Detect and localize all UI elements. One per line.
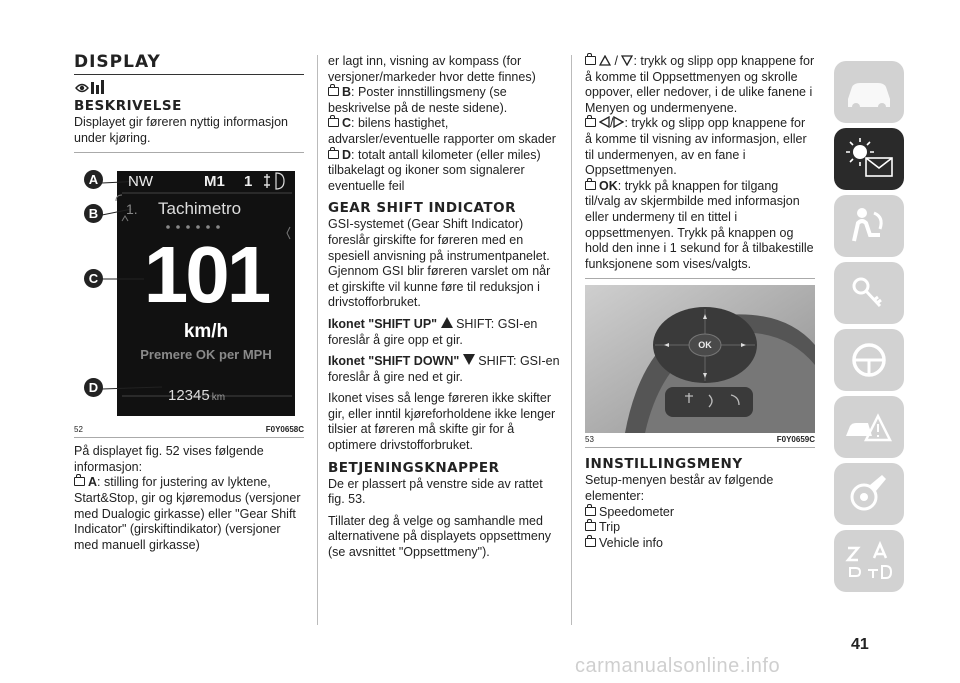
intro-text: Displayet gir føreren nyttig informasjon under kjøring. xyxy=(74,115,288,145)
odometer-value xyxy=(168,387,225,404)
display-section-icon xyxy=(74,79,110,97)
figure-caption xyxy=(74,425,304,434)
shift-up-description xyxy=(328,317,560,348)
item-key: D xyxy=(342,147,352,162)
bullet-icon xyxy=(585,181,596,190)
menu-item-label: Speedometer xyxy=(599,504,675,519)
up-down-buttons xyxy=(585,54,815,116)
bullet-icon xyxy=(585,522,596,531)
item-text: : totalt antall kilometer (eller miles) tilbakelagt og ikoner som signalerer eventuelle feil xyxy=(328,147,541,193)
item-text: : stilling for justering av lyktene, Start&Stop, gir og kjøremodus (versjoner med Dualogic girkasse) eller "Gear Shift Indicator" (girskiftindikator) (versjoner med manuell girkasse) xyxy=(74,475,301,552)
section-heading-buttons: BETJENINGSKNAPPER xyxy=(328,459,500,476)
column-3 xyxy=(585,54,815,551)
bullet-icon xyxy=(328,87,339,96)
odometer-number: 12345 xyxy=(168,387,210,405)
maintenance-icon xyxy=(834,463,904,525)
buttons-location: De er plassert på venstre side av rattet fig. 53. xyxy=(328,476,543,507)
menu-item-label: Trip xyxy=(599,520,621,535)
up-down-text: : trykk og slipp opp knappene for å komme til Oppsettmenyen og skrolle oppover, eller nedover, i de ulike fanene i Menyen og undermenyene. xyxy=(585,54,815,115)
key-icon xyxy=(834,262,904,324)
bullet-icon xyxy=(585,507,596,516)
divider xyxy=(585,447,815,448)
seatbelt-airbag-icon xyxy=(834,195,904,257)
callout-c: C xyxy=(84,269,103,288)
gsi-description: GSI-systemet (Gear Shift Indicator) foreslår girskifte for føreren med en spesiell anvisning på instrumentpanelet. Gjennom GSI blir føreren varslet om når et girskifte vil kunne føre til reduksjon i drivstofforbruket. xyxy=(328,217,551,310)
callout-a: A xyxy=(84,170,103,189)
left-right-buttons xyxy=(585,116,815,178)
chapter-tab-vehicle[interactable] xyxy=(834,61,904,123)
item-text: : bilens hastighet, advarsler/eventuelle rapporter om skader xyxy=(328,116,556,146)
separator: / xyxy=(610,116,614,131)
item-d xyxy=(328,148,560,195)
bullet-icon xyxy=(328,150,339,159)
item-key: C xyxy=(342,116,352,131)
section-heading-gsi: GEAR SHIFT INDICATOR xyxy=(328,200,516,217)
steering-wheel-icon xyxy=(834,329,904,391)
bullet-icon xyxy=(74,477,85,486)
bullet-icon xyxy=(585,538,596,547)
menu-index: 1. xyxy=(126,201,138,218)
gsi-note: Ikonet vises så lenge føreren ikke skifter gir, eller inntil kjøreforholdene ikke lenger tilsier at føreren må skifte gir for å optimere drivstofforbruket. xyxy=(328,391,556,453)
left-arrow-icon xyxy=(599,116,610,128)
figure-intro: På displayet fig. 52 vises følgende informasjon: xyxy=(74,444,264,474)
page-number: 41 xyxy=(851,636,869,653)
display-message: Premere OK per MPH xyxy=(140,347,272,363)
shift-down-description xyxy=(328,354,560,385)
speed-value: 101 xyxy=(143,230,269,320)
figure-number: 52 xyxy=(74,425,83,435)
figure-code: F0Y0658C xyxy=(265,425,304,435)
technical-data-icon xyxy=(834,530,904,592)
section-heading-settings-menu: INNSTILLINGSMENY xyxy=(585,456,743,473)
shift-down-label: Ikonet "SHIFT DOWN" xyxy=(328,354,460,369)
gear-indicator: 1 xyxy=(244,173,253,191)
column-1 xyxy=(74,52,304,553)
ok-button-description xyxy=(585,179,815,273)
chapter-tab-safety[interactable] xyxy=(834,195,904,257)
divider xyxy=(74,437,304,438)
chapter-tab-driving[interactable] xyxy=(834,329,904,391)
left-right-text: : trykk og slipp opp knappene for å komme til visning av informasjon, eller til undermenyen, av en fane i Oppsettmenyen. xyxy=(585,116,807,178)
item-key: A xyxy=(88,475,98,490)
emergency-breakdown-icon xyxy=(834,396,904,458)
menu-item-speedometer xyxy=(585,505,815,521)
figure-53 xyxy=(585,285,815,433)
shift-word: SHIFT xyxy=(456,316,491,331)
steering-wheel-buttons-illustration xyxy=(585,285,815,433)
divider xyxy=(585,278,815,279)
bullet-icon xyxy=(585,56,596,65)
watermark: carmanualsonline.info xyxy=(575,655,781,677)
separator: / xyxy=(614,54,618,68)
car-icon xyxy=(834,61,904,123)
up-arrow-icon xyxy=(599,55,611,66)
menu-item-vehicle-info xyxy=(585,536,815,552)
figure-caption xyxy=(585,435,815,444)
chapter-tab-dashboard[interactable] xyxy=(834,128,904,190)
compass-heading: NW xyxy=(128,173,153,191)
column-divider xyxy=(317,55,318,625)
item-c xyxy=(328,116,560,147)
chapter-tab-emergency[interactable] xyxy=(834,396,904,458)
figure-52 xyxy=(74,161,304,423)
section-heading-beskrivelse: BESKRIVELSE xyxy=(74,98,182,114)
column-divider xyxy=(571,55,572,625)
speed-unit: km/h xyxy=(183,321,229,343)
page-title: DISPLAY xyxy=(74,52,161,72)
menu-item-trip xyxy=(585,520,815,536)
shift-word: SHIFT xyxy=(478,354,513,369)
ok-button-label: OK xyxy=(698,340,712,351)
column-2 xyxy=(328,54,560,561)
ok-key: OK xyxy=(599,178,618,193)
warning-light-message-icon xyxy=(834,128,904,190)
item-a-continued: er lagt inn, visning av kompass (for versjoner/markeder hvor dette finnes) xyxy=(328,54,536,84)
ok-text: : trykk på knappen for tilgang til/valg av skjermbilde med informasjon eller undermeny til en tittel i oppsettmenyen. Trykk på knappen og hold den inne i 1 sekund for å tilbakestille funksjonene som vises/valgts. xyxy=(585,178,814,271)
menu-item-label: Vehicle info xyxy=(599,535,663,550)
shift-down-text: : GSI-en foreslår å gire ned et gir. xyxy=(328,354,560,384)
figure-number: 53 xyxy=(585,435,594,445)
shift-down-icon xyxy=(463,354,475,365)
drive-mode: M1 xyxy=(204,173,225,191)
item-key: B xyxy=(342,85,352,100)
figure-code: F0Y0659C xyxy=(776,435,815,445)
odometer-unit: km xyxy=(211,392,226,404)
item-a xyxy=(74,475,304,553)
item-b xyxy=(328,85,560,116)
chapter-tab-maintenance[interactable] xyxy=(834,463,904,525)
shift-up-text: : GSI-en foreslår å gire opp et gir. xyxy=(328,316,538,347)
chapter-tab-starting[interactable] xyxy=(834,262,904,324)
item-text: : Poster innstillingsmeny (se beskrivelse på de neste sidene). xyxy=(328,85,508,115)
menu-title: Tachimetro xyxy=(158,199,242,219)
buttons-function: Tillater deg å velge og samhandle med alternativene på displayets oppsettmeny (se avsnittet "Oppsettmeny"). xyxy=(328,513,552,560)
menu-intro: Setup-menyen består av følgende elementer: xyxy=(585,473,774,503)
chapter-tab-technical-data[interactable] xyxy=(834,530,904,592)
callout-d: D xyxy=(84,378,103,397)
shift-up-label: Ikonet "SHIFT UP" xyxy=(328,316,438,331)
title-rule xyxy=(74,74,304,75)
right-arrow-icon xyxy=(613,116,624,128)
bullet-icon xyxy=(328,118,339,127)
callout-b: B xyxy=(84,204,103,223)
shift-up-icon xyxy=(441,317,453,328)
bullet-icon xyxy=(585,118,596,127)
divider xyxy=(74,152,304,153)
down-arrow-icon xyxy=(621,55,633,66)
